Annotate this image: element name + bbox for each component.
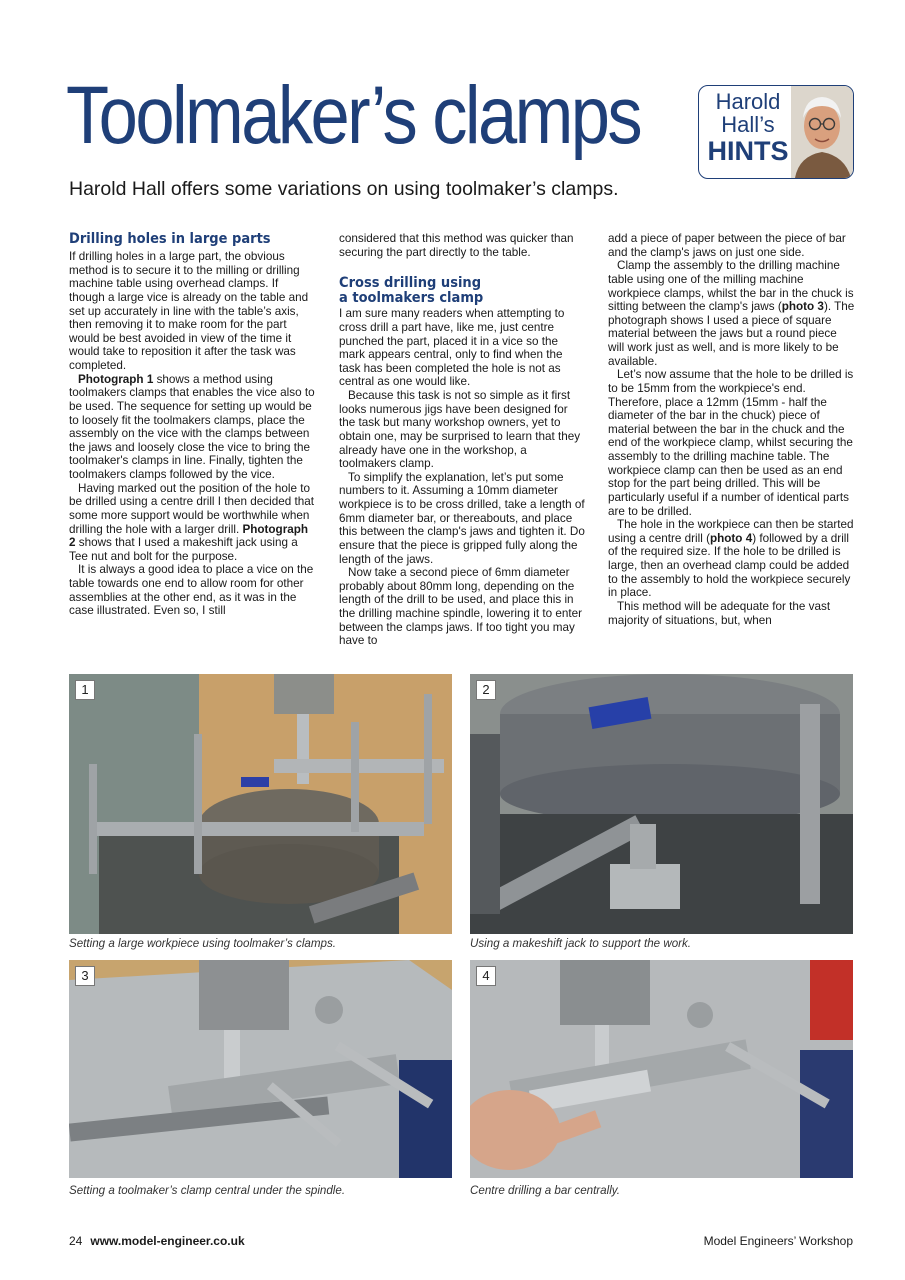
paragraph (608, 518, 855, 600)
page-footer-left (69, 1234, 245, 1248)
paragraph: This method will be adequate for the vast majority of situations, but, when (608, 599, 831, 627)
photo-reference: photo 3 (781, 300, 824, 314)
paragraph-text: The hole in the workpiece can then be started using a centre drill ( (608, 518, 854, 545)
photo-2-caption: Using a makeshift jack to support the work. (470, 937, 692, 950)
article-subtitle: Harold Hall offers some variations on using toolmaker’s clamps. (69, 178, 619, 200)
paragraph-text: Clamp the assembly to the drilling machine table using one of the milling machine workpiece clamps, whilst the bar in the chuck is sitting between the clamp's jaws ( (608, 259, 854, 314)
paragraph (69, 482, 316, 564)
photo-3-caption: Setting a toolmaker’s clamp central under the spindle. (69, 1184, 346, 1197)
paragraph-text: Having marked out the position of the hole to be drilled using a centre drill I then decided that some more support would be worthwhile when drilling the hole with a larger drill. (69, 481, 314, 536)
author-portrait (791, 86, 853, 178)
photo-1-image (69, 674, 452, 934)
photo-2-image (470, 674, 853, 934)
paragraph: I am sure many readers when attempting to cross drill a part have, like me, just centre punched the part, placed it in a vice so the mark appears central, only to find when the task has been completed the hole is not as central as one would like. (339, 307, 565, 389)
paragraph: It is always a good idea to place a vice on the table towards one end to allow room for other assemblies at the other end, as it was in the case illustrated. Even so, I still (69, 563, 314, 618)
badge-line-1: Harold (715, 89, 781, 114)
paragraph-text: shows a method using toolmakers clamps that enables the vice also to be used. The sequence for setting up would be to loosely fit the toolmakers clamps, place the assembly on the vice with the clamps between the jaws and loosely close the vice to bring the toolmaker's clamps in line. Finally, tighten the toolmakers clamps followed by the vice. (69, 372, 315, 481)
badge-text (705, 90, 791, 166)
article-title: Toolmaker’s clamps (66, 70, 641, 161)
photo-3 (69, 960, 452, 1178)
text-column-1 (69, 232, 316, 668)
photo-reference: photo 4 (710, 531, 753, 545)
paragraph (608, 259, 855, 368)
badge-line-2: Hall’s (721, 112, 775, 137)
paragraph: Now take a second piece of 6mm diameter probably about 80mm long, depending on the length of the drill to be used, and place this in the drilling machine spindle, lowering it to enter between the clamps jaws. If too tight you may have to (339, 566, 582, 648)
paragraph-text: ) followed by a drill of the required size. If the hole to be drilled is large, then an overhead clamp could be added to the assembly to hold the workpiece securely in place. (608, 531, 851, 600)
text-column-3 (608, 232, 855, 668)
photo-1-caption: Setting a large workpiece using toolmaker’s clamps. (69, 937, 337, 950)
paragraph: If drilling holes in a large part, the obvious method is to secure it to the milling or drilling machine table using overhead clamps. If though a large vice is already on the table and set up accurately in line with the table’s axis, then removing it to make room for the part would be best avoided in view of the time it would take to reposition it after the task was completed. (69, 250, 309, 372)
photo-reference: Photograph 1 (78, 372, 154, 386)
paragraph: considered that this method was quicker than securing the part directly to the table. (339, 232, 574, 259)
section-heading-cross-drilling (339, 276, 561, 306)
heading-line: Cross drilling using (339, 275, 482, 292)
photo-3-image (69, 960, 452, 1178)
photo-number-2: 2 (476, 680, 496, 700)
paragraph: Because this task is not so simple as it first looks numerous jigs have been designed for the task but many workshop owners, yet to obtain one, may be surprised to learn that they already have one in the workshop, a toolmakers clamp. (339, 389, 581, 471)
photo-number-3: 3 (75, 966, 95, 986)
photo-number-4: 4 (476, 966, 496, 986)
page-number: 24 (69, 1234, 83, 1248)
magazine-name: Model Engineers’ Workshop (703, 1234, 853, 1248)
text-column-2 (339, 232, 586, 668)
paragraph-text: ). The photograph shows I used a piece of square material between the jaws but a round piece will work just as well, and is more likely to be available. (608, 300, 855, 368)
paragraph-text: shows that I used a makeshift jack using a Tee nut and bolt for the purpose. (69, 536, 298, 563)
photo-2 (470, 674, 853, 934)
website-url: www.model-engineer.co.uk (90, 1234, 245, 1248)
photo-4-caption: Centre drilling a bar centrally. (470, 1184, 620, 1197)
paragraph: add a piece of paper between the piece of bar and the clamp's jaws on just one side. (608, 232, 846, 259)
paragraph: Let’s now assume that the hole to be drilled is to be 15mm from the workpiece's end. Therefore, place a 12mm (15mm - half the diameter of the bar in the chuck) piece of material between the bar in the chuck and the end of the workpiece clamp, whilst securing the assembly to the drilling machine table. The workpiece clamp can then be used as an end stop for the part being drilled. This will be particularly useful if a number of identical parts are to be drilled. (608, 368, 854, 518)
photo-4-image (470, 960, 853, 1178)
photo-reference: Photograph 2 (69, 522, 309, 550)
harold-halls-hints-badge (698, 85, 854, 179)
section-heading-drilling-large-parts: Drilling holes in large parts (69, 232, 271, 247)
paragraph: To simplify the explanation, let’s put some numbers to it. Assuming a 10mm diameter workpiece is to be cross drilled, take a length of 6mm diameter bar, or thereabouts, and place this between the clamp's jaws and tighten it. Do ensure that the piece is gripped fully along the length of the jaws. (339, 470, 585, 566)
badge-line-3: HINTS (707, 136, 789, 166)
paragraph (69, 373, 316, 482)
photo-1 (69, 674, 452, 934)
photo-4 (470, 960, 853, 1178)
heading-line: a toolmakers clamp (339, 290, 484, 307)
photo-number-1: 1 (75, 680, 95, 700)
